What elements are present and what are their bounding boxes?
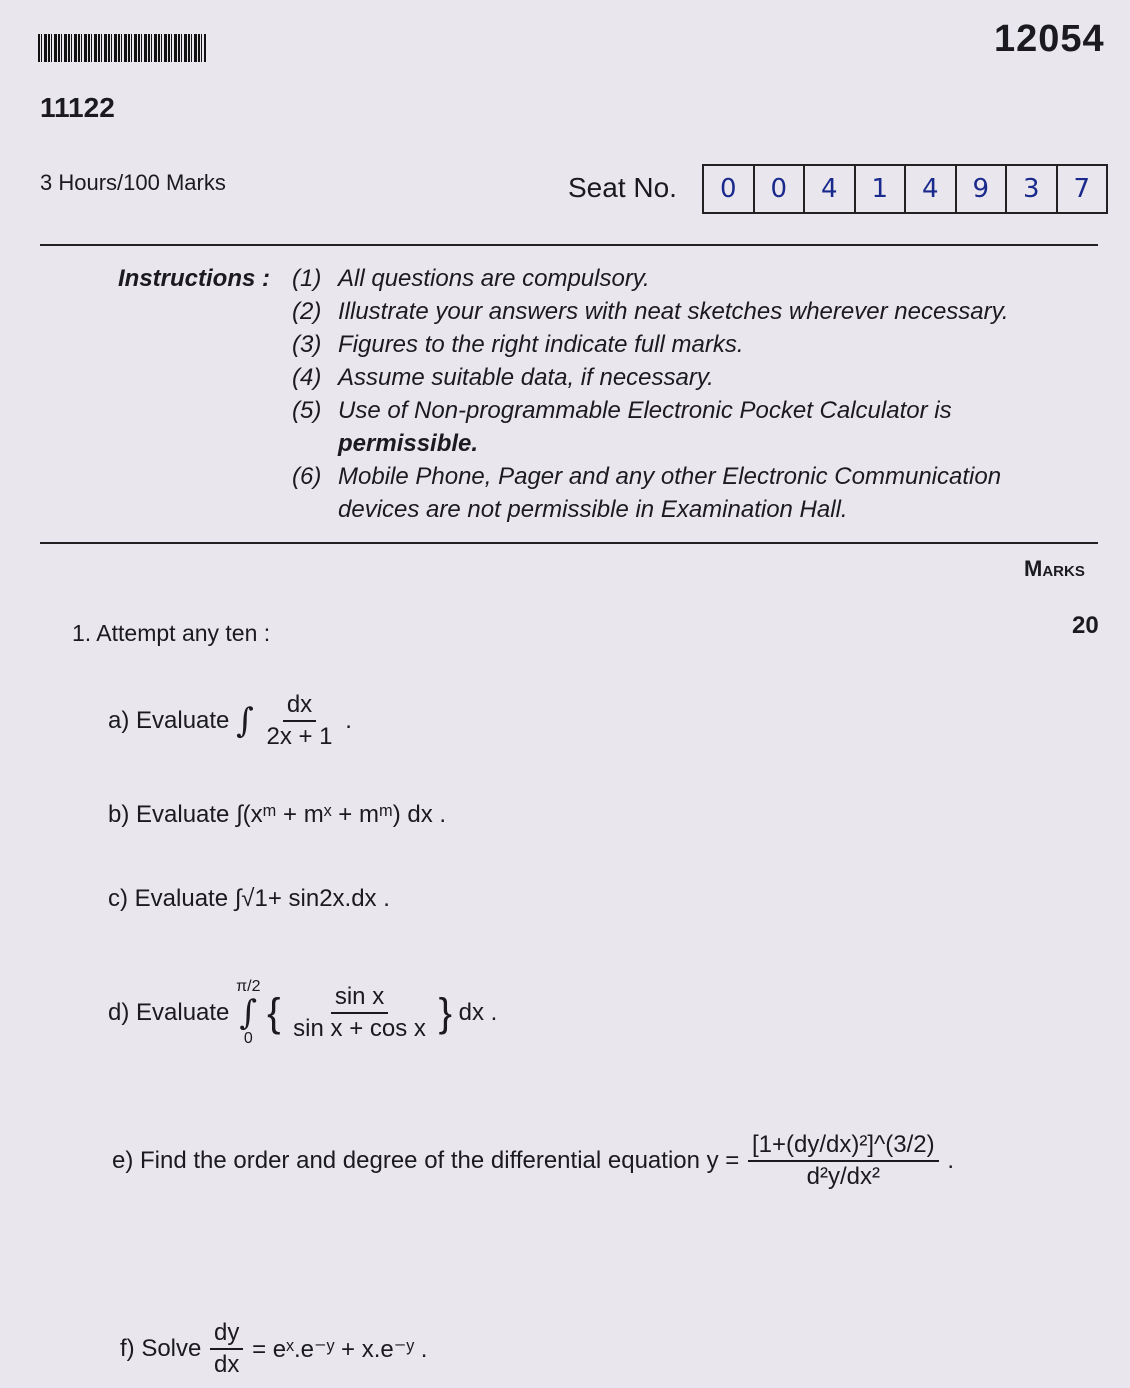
seat-digit: 3 (1007, 166, 1058, 212)
divider (40, 542, 1098, 544)
fraction: $\frac{dy}{dx}$ (210, 1318, 243, 1380)
instruction-item: (5) Use of Non-programmable Electronic Pocket Calculator is (292, 397, 952, 424)
instruction-item: (6) Mobile Phone, Pager and any other Electronic Communication (292, 463, 1002, 490)
fraction: $\frac{\text{sin x}}{\text{sin x + cos x}}$ (293, 983, 426, 1042)
marks-heading: Marks (1024, 556, 1085, 581)
question-1b: b) Evaluate ∫(xᵐ + mˣ + mᵐ) dx . (108, 800, 447, 828)
seat-digit: 9 (957, 166, 1008, 212)
seat-number-boxes (702, 164, 1108, 214)
barcode (38, 34, 206, 62)
fraction: $\frac{dx}{2x + 1}$ (266, 691, 333, 750)
question-1-marks: 20 (1072, 612, 1099, 639)
seat-digit: 4 (906, 166, 957, 212)
instruction-item: permissible. (338, 430, 479, 457)
instruction-item: (1) All questions are compulsory. (292, 265, 650, 292)
subject-code: 11122 (40, 92, 115, 123)
instructions-list (292, 262, 1112, 526)
seat-digit: 0 (755, 166, 806, 212)
divider (40, 244, 1098, 246)
instruction-item: (3) Figures to the right indicate full marks. (292, 331, 744, 358)
question-1c: c) Evaluate ∫√1+ sin2x.dx . (108, 884, 390, 912)
paper-code: 12054 (994, 18, 1105, 60)
instruction-item: devices are not permissible in Examination Hall. (338, 496, 848, 523)
seat-digit: 1 (856, 166, 907, 212)
question-1f: f) Solve $\frac{dy}{dx}$ = eˣ.e⁻ʸ + x.e⁻ʸ . (120, 1319, 428, 1378)
question-1a: a) Evaluate ∫ $\frac{dx}{2x + 1}$ . (108, 691, 352, 750)
seat-digit: 7 (1073, 174, 1091, 204)
instruction-item: (4) Assume suitable data, if necessary. (292, 364, 714, 391)
seat-label: Seat No. (568, 172, 677, 203)
question-1-label: 1. Attempt any ten : (72, 620, 271, 646)
question-1e: e) Find the order and degree of the differential equation y = $\frac{\text{[1+(dy/dx)²]\textasciicircum{}(3/2)}}{\text{d²y/dx²}}$ . (112, 1131, 954, 1190)
duration: 3 Hours/100 Marks (40, 170, 226, 195)
instructions-heading: Instructions : (118, 265, 271, 292)
fraction: $\frac{\text{[1+(dy/dx)²]\textasciicircum{}(3/2)}}{\text{d²y/dx²}}$ (748, 1130, 939, 1192)
instruction-item: (2) Illustrate your answers with neat sketches wherever necessary. (292, 298, 1009, 325)
seat-digit: 4 (805, 166, 856, 212)
question-1d: d) Evaluate π/2 ∫ 0 { $\frac{\text{sin x}}{\text{sin x + cos x}}$ } dx . (108, 978, 498, 1047)
seat-digit: 0 (704, 166, 755, 212)
